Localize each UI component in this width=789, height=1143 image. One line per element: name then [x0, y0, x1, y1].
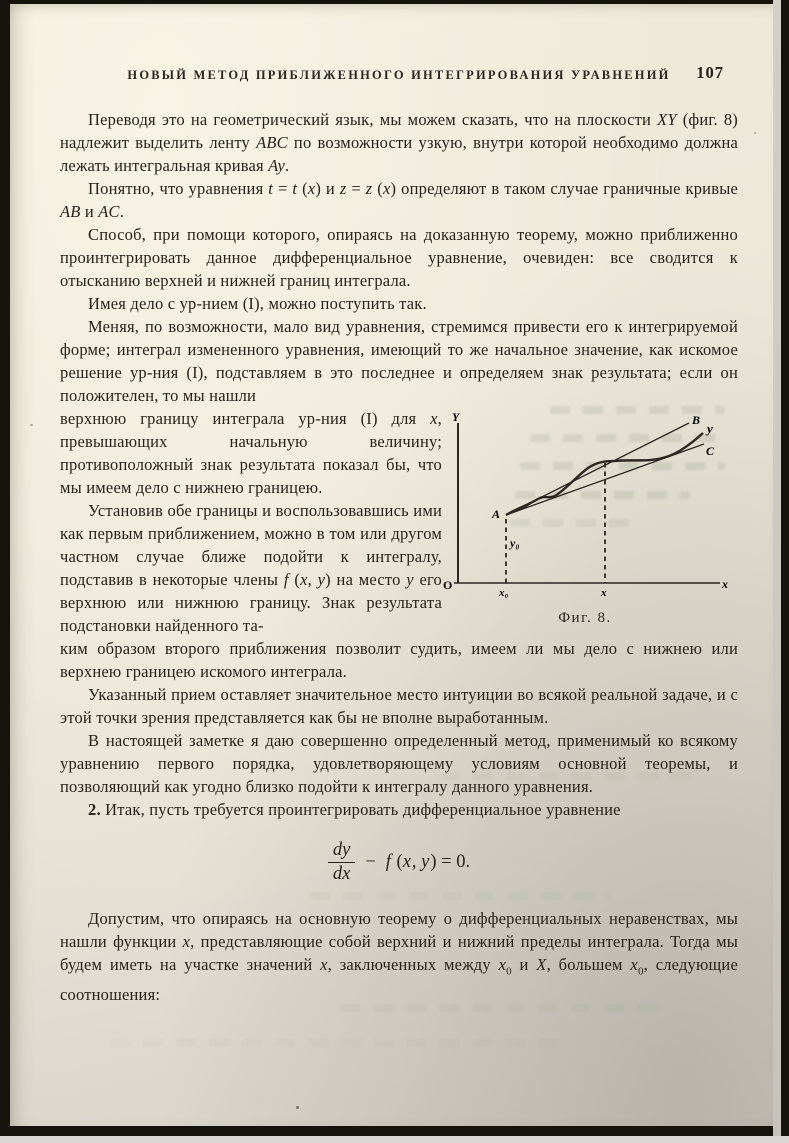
x-tick-label: x	[601, 587, 607, 599]
minus-sign: −	[365, 852, 376, 873]
fraction-denominator: dx	[332, 864, 351, 885]
fraction-numerator: dy	[328, 841, 355, 863]
page-number: 107	[696, 63, 724, 82]
paragraph-geometry-intro: Переводя это на геометрический язык, мы можем сказать, что на плоскости XY (фиг. 8) надлежит выделить ленту ABC по возможности узкую, внутри которой необходимо должна лежать интегральная кривая Ay.	[60, 110, 739, 175]
paragraph-upper-bound-left: верхнюю границу интеграла ур-ния (I) для x, превышающих начальную величину; противоположный знак результата показал бы, что мы имеем дело с нижнею границею.	[60, 409, 442, 497]
figure-8-plot	[442, 411, 728, 599]
paragraph-boundary-curves: Понятно, что уравнения t = t (x) и z = z (x) определяют в таком случае граничные кривые AB и AC.	[60, 179, 739, 221]
figure-8-caption: Фиг. 8.	[558, 610, 612, 626]
point-a-label: A	[492, 507, 501, 521]
point-c-label: C	[706, 444, 715, 458]
paragraph-equation-one: Имея дело с ур-нием (I), можно поступить так.	[88, 294, 427, 313]
scan-right-edge	[773, 0, 781, 1136]
paragraph-method-overview: Способ, при помощи которого, опираясь на доказанную теорему, можно приближенно проинтегрировать данное дифференциальное уравнение, очевиден: все сводится к отысканию верхней и нижней границ интеграла.	[60, 225, 738, 290]
figure-8	[442, 407, 728, 627]
x-axis-label: x	[722, 577, 728, 591]
paragraph-both-bounds-cont: ким образом второго приближения позволит судить, имеем ли мы дело с нижнею или верхнею границею искомого интеграла.	[60, 639, 738, 681]
x0-tick-label: x₀	[499, 587, 509, 599]
paragraph-assumption: Допустим, что опираясь на основную теорему о дифференциальных неравенствах, мы нашли функции x, представляющие собой верхний и нижний пределы интеграла. Тогда мы будем иметь на участке значений x, заключенных между $x_0$ и X, большем $x_0$, следующие соотношения:	[60, 908, 738, 1005]
y0-label: y₀	[510, 536, 520, 550]
ink-speck	[754, 132, 756, 134]
running-header-title: НОВЫЙ МЕТОД ПРИБЛИЖЕННОГО ИНТЕГРИРОВАНИЯ УРАВНЕНИЙ	[127, 68, 671, 82]
paragraph-section-2: 2. Итак, пусть требуется проинтегрировать дифференциальное уравнение	[88, 800, 621, 819]
left-text-column	[60, 407, 442, 637]
page-content	[60, 63, 739, 1006]
origin-label: O	[443, 578, 453, 592]
paragraph-upper-bound-fullwidth: Меняя, по возможности, мало вид уравнения, стремимся привести его к интегрируемой форме; интеграл измененного уравнения, имеющий то же начальное значение, как искомое решение ур-ния (I), подставляем в это последнее и определяем знак результата; если он положителен, то мы нашли	[60, 317, 738, 405]
point-b-label: B	[692, 413, 701, 427]
ink-speck	[30, 424, 33, 426]
paragraph-intuition: Указанный прием оставляет значительное место интуиции во всякой реальной задаче, и с этой точки зрения представляется как бы не вполне выработанным.	[60, 685, 738, 727]
y-axis-label: Y	[452, 411, 460, 424]
paragraph-both-bounds-left: Установив обе границы и воспользовавшись ими как первым приближением, можно в том или другом частном случае ближе подойти к интегралу, подставив в некоторые члены f (x, y) на место y его верхнюю или нижнюю границу. Знак результата подстановки найденного та-	[60, 501, 442, 635]
differential-equation	[60, 841, 738, 885]
ink-speck	[296, 1106, 299, 1109]
scan-bottom-edge	[0, 1136, 789, 1143]
fraction-dy-dx	[328, 841, 355, 885]
text-figure-columns	[60, 407, 738, 637]
running-header	[60, 63, 738, 82]
curve-y-label: y	[707, 421, 713, 436]
scanned-page	[10, 4, 773, 1126]
formula-expression: f (x, y) = 0.	[385, 852, 471, 873]
bleed-through	[110, 1039, 570, 1047]
paragraph-new-method: В настоящей заметке я даю совершенно определенный метод, применимый ко всякому уравнению первого порядка, удовлетворяющему условиям основной теоремы, и позволяющий как угодно близко подойти к интегралу данного уравнения.	[60, 731, 738, 796]
